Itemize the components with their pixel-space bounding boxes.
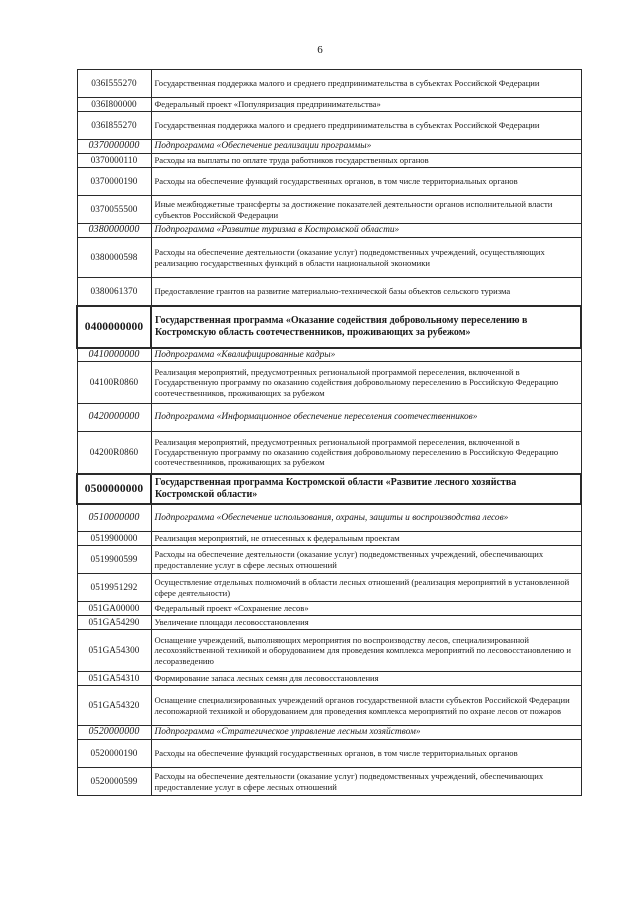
row-name: Увеличение площади лесовосстановления bbox=[151, 616, 581, 630]
row-code: 0370055500 bbox=[77, 196, 151, 224]
table-row-program bbox=[77, 474, 581, 504]
row-code: 051GA00000 bbox=[77, 602, 151, 616]
table-row bbox=[77, 362, 581, 404]
row-code: 0370000110 bbox=[77, 154, 151, 168]
row-name: Иные межбюджетные трансферты за достижение показателей деятельности органов исполнительной власти субъектов Российской Федерации bbox=[151, 196, 581, 224]
row-name: Предоставление грантов на развитие материально-технической базы объектов сельского туризма bbox=[151, 278, 581, 306]
row-code: 0380000000 bbox=[77, 224, 151, 238]
row-code: 0520000000 bbox=[77, 726, 151, 740]
row-code: 0370000000 bbox=[77, 140, 151, 154]
row-code: 04200R0860 bbox=[77, 432, 151, 474]
row-name: Оснащение специализированных учреждений органов государственной власти субъектов Российской Федерации лесопожарной техникой и оборудованием для проведения комплекса мероприятий по охране лесов от пожаров bbox=[151, 686, 581, 726]
row-code: 0520000599 bbox=[77, 768, 151, 796]
table-row bbox=[77, 672, 581, 686]
row-code: 051GA54290 bbox=[77, 616, 151, 630]
row-name: Формирование запаса лесных семян для лесовосстановления bbox=[151, 672, 581, 686]
table-row bbox=[77, 630, 581, 672]
row-name: Расходы на обеспечение деятельности (оказание услуг) подведомственных учреждений, обеспечивающих предоставление услуг в сфере лесных отношений bbox=[151, 546, 581, 574]
table-row bbox=[77, 686, 581, 726]
budget-classification-table bbox=[76, 69, 582, 796]
row-name: Реализация мероприятий, предусмотренных региональной программой переселения, включенной в Государственную программу по оказанию содействия добровольному переселению в Российскую Федерацию соотечественников, проживающих за рубежом bbox=[151, 362, 581, 404]
table-row bbox=[77, 168, 581, 196]
table-row bbox=[77, 602, 581, 616]
row-name: Подпрограмма «Информационное обеспечение переселения соотечественников» bbox=[151, 404, 581, 432]
row-code: 0420000000 bbox=[77, 404, 151, 432]
row-code: 0370000190 bbox=[77, 168, 151, 196]
row-name: Подпрограмма «Квалифицированные кадры» bbox=[151, 348, 581, 362]
table-row-subprogram bbox=[77, 224, 581, 238]
row-code: 0510000000 bbox=[77, 504, 151, 532]
table-row-subprogram bbox=[77, 404, 581, 432]
row-name: Подпрограмма «Развитие туризма в Костромской области» bbox=[151, 224, 581, 238]
row-name: Подпрограмма «Обеспечение реализации программы» bbox=[151, 140, 581, 154]
table-row-subprogram bbox=[77, 348, 581, 362]
row-name: Государственная программа Костромской области «Развитие лесного хозяйства Костромской области» bbox=[151, 474, 581, 504]
row-code: 0380000598 bbox=[77, 238, 151, 278]
row-name: Реализация мероприятий, предусмотренных региональной программой переселения, включенной в Государственную программу по оказанию содействия добровольному переселению в Российскую Федерацию соотечественников, проживающих за рубежом bbox=[151, 432, 581, 474]
row-code: 051GA54310 bbox=[77, 672, 151, 686]
table-row bbox=[77, 70, 581, 98]
page-number: 6 bbox=[317, 44, 323, 56]
row-name: Оснащение учреждений, выполняющих мероприятия по воспроизводству лесов, специализированной лесохозяйственной техникой и оборудованием для проведения комплекса мероприятий по лесовосстановлению и лесоразведению bbox=[151, 630, 581, 672]
table-row bbox=[77, 574, 581, 602]
row-code: 0410000000 bbox=[77, 348, 151, 362]
table-row-subprogram bbox=[77, 504, 581, 532]
table-row bbox=[77, 532, 581, 546]
row-name: Подпрограмма «Обеспечение использования, охраны, защиты и воспроизводства лесов» bbox=[151, 504, 581, 532]
table-row-subprogram bbox=[77, 726, 581, 740]
row-name: Подпрограмма «Стратегическое управление лесным хозяйством» bbox=[151, 726, 581, 740]
row-name: Государственная поддержка малого и среднего предпринимательства в субъектах Российской Федерации bbox=[151, 70, 581, 98]
row-code: 0519951292 bbox=[77, 574, 151, 602]
table-row bbox=[77, 196, 581, 224]
table-row bbox=[77, 98, 581, 112]
row-name: Государственная программа «Оказание содействия добровольному переселению в Костромскую область соотечественников, проживающих за рубежом» bbox=[151, 306, 581, 348]
row-name: Федеральный проект «Популяризация предпринимательства» bbox=[151, 98, 581, 112]
row-code: 036I555270 bbox=[77, 70, 151, 98]
table-row bbox=[77, 546, 581, 574]
row-name: Расходы на обеспечение функций государственных органов, в том числе территориальных органов bbox=[151, 740, 581, 768]
row-code: 036I855270 bbox=[77, 112, 151, 140]
row-name: Расходы на обеспечение деятельности (оказание услуг) подведомственных учреждений, обеспечивающих предоставление услуг в сфере лесных отношений bbox=[151, 768, 581, 796]
table-row bbox=[77, 154, 581, 168]
row-name: Реализация мероприятий, не отнесенных к федеральным проектам bbox=[151, 532, 581, 546]
row-code: 0400000000 bbox=[77, 306, 151, 348]
row-name: Осуществление отдельных полномочий в области лесных отношений (реализация мероприятий в установленной сфере деятельности) bbox=[151, 574, 581, 602]
row-code: 051GA54320 bbox=[77, 686, 151, 726]
table-row bbox=[77, 616, 581, 630]
row-code: 036I800000 bbox=[77, 98, 151, 112]
table-row-subprogram bbox=[77, 140, 581, 154]
table-row bbox=[77, 432, 581, 474]
row-name: Государственная поддержка малого и среднего предпринимательства в субъектах Российской Федерации bbox=[151, 112, 581, 140]
table-row-program bbox=[77, 306, 581, 348]
row-name: Расходы на выплаты по оплате труда работников государственных органов bbox=[151, 154, 581, 168]
table-row bbox=[77, 278, 581, 306]
row-name: Расходы на обеспечение функций государственных органов, в том числе территориальных органов bbox=[151, 168, 581, 196]
row-code: 0500000000 bbox=[77, 474, 151, 504]
table-row bbox=[77, 768, 581, 796]
table-row bbox=[77, 238, 581, 278]
row-code: 0520000190 bbox=[77, 740, 151, 768]
row-code: 0519900599 bbox=[77, 546, 151, 574]
row-code: 051GA54300 bbox=[77, 630, 151, 672]
row-name: Федеральный проект «Сохранение лесов» bbox=[151, 602, 581, 616]
table-row bbox=[77, 112, 581, 140]
row-name: Расходы на обеспечение деятельности (оказание услуг) подведомственных учреждений, осуществляющих реализацию государственных функций в области национальной экономики bbox=[151, 238, 581, 278]
table-row bbox=[77, 740, 581, 768]
row-code: 04100R0860 bbox=[77, 362, 151, 404]
row-code: 0380061370 bbox=[77, 278, 151, 306]
row-code: 0519900000 bbox=[77, 532, 151, 546]
